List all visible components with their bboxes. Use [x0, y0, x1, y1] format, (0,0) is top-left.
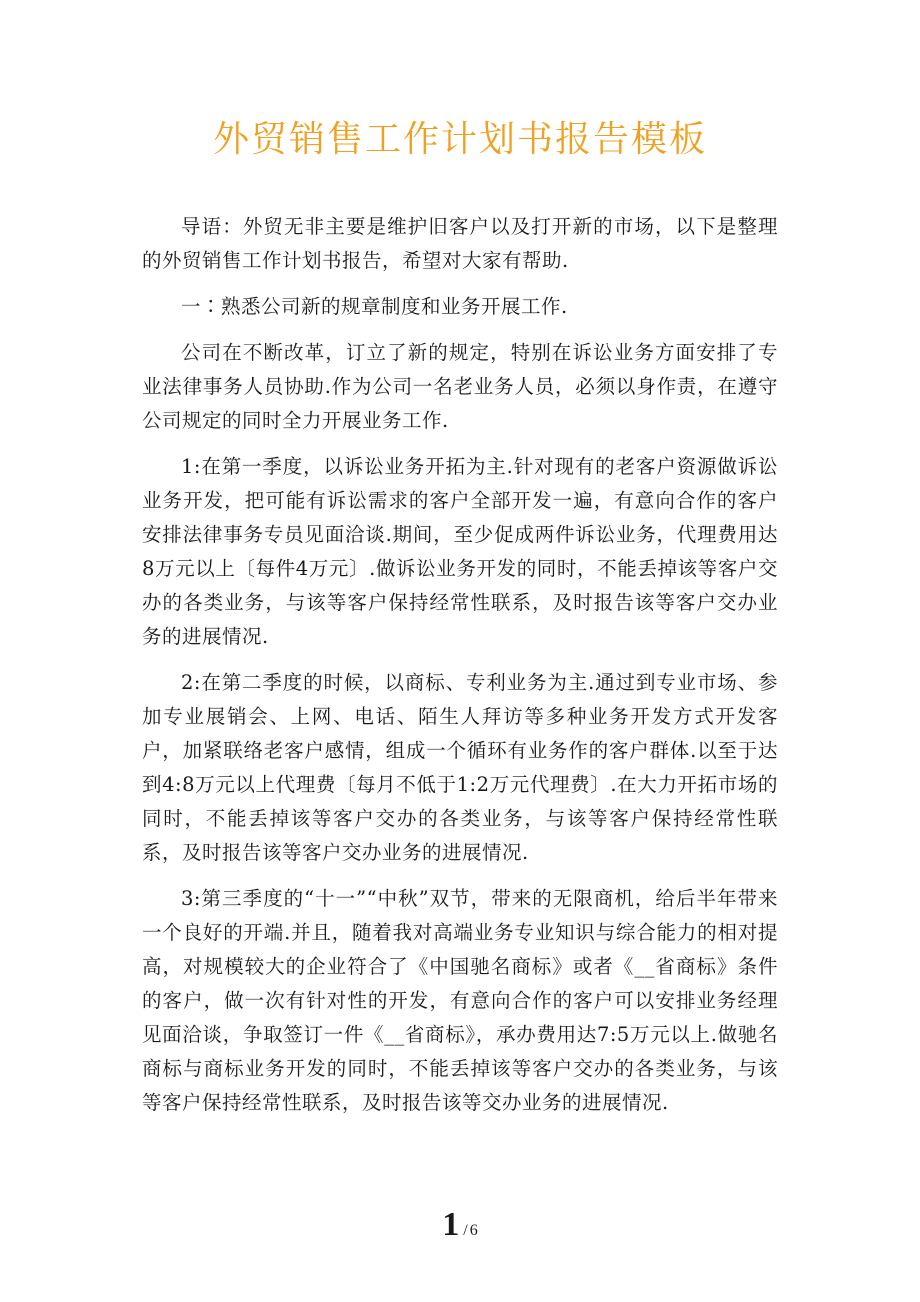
- document-title: 外贸销售工作计划书报告模板: [212, 119, 707, 160]
- document-body: [142, 210, 778, 1132]
- q3-paragraph: 3:第三季度的“十一”“中秋”双节，带来的无限商机，给后半年带来一个良好的开端.并且，随着我对高端业务专业知识与综合能力的相对提高，对规模较大的企业符合了《中国驰名商标》或者《__省商标》条件的客户，做一次有针对性的开发，有意向合作的客户可以安排业务经理见面洽谈，争取签订一件《__省商标》，承办费用达7:5万元以上.做驰名商标与商标业务开发的同时，不能丢掉该等客户交办的各类业务，与该等客户保持经常性联系，及时报告该等交办业务的进展情况.: [142, 887, 778, 1114]
- intro-paragraph: 导语：外贸无非主要是维护旧客户以及打开新的市场，以下是整理的外贸销售工作计划书报告，希望对大家有帮助.: [142, 215, 778, 272]
- body-paragraph: 公司在不断改革，订立了新的规定，特别在诉讼业务方面安排了专业法律事务人员协助.作为公司一名老业务人员，必须以身作责，在遵守公司规定的同时全力开展业务工作.: [142, 341, 778, 432]
- page-number: [0, 1206, 920, 1244]
- page-number-current: 1: [442, 1206, 460, 1243]
- page-number-total: 6: [469, 1222, 478, 1239]
- page-number-separator: /: [463, 1222, 468, 1239]
- section-heading: 一∶熟悉公司新的规章制度和业务开展工作.: [181, 295, 568, 318]
- q1-paragraph: 1:在第一季度，以诉讼业务开拓为主.针对现有的老客户资源做诉讼业务开发，把可能有诉讼需求的客户全部开发一遍，有意向合作的客户安排法律事务专员见面洽谈.期间，至少促成两件诉讼业务，代理费用达8万元以上〔每件4万元〕.做诉讼业务开发的同时，不能丢掉该等客户交办的各类业务，与该等客户保持经常性联系，及时报告该等客户交办业务的进展情况.: [142, 455, 778, 648]
- q2-paragraph: 2:在第二季度的时候，以商标、专利业务为主.通过到专业市场、参加专业展销会、上网、电话、陌生人拜访等多种业务开发方式开发客户，加紧联络老客户感情，组成一个循环有业务作的客户群体.以至于达到4:8万元以上代理费〔每月不低于1:2万元代理费〕.在大力开拓市场的同时，不能丢掉该等客户交办的各类业务，与该等客户保持经常性联系，及时报告该等客户交办业务的进展情况.: [142, 671, 778, 864]
